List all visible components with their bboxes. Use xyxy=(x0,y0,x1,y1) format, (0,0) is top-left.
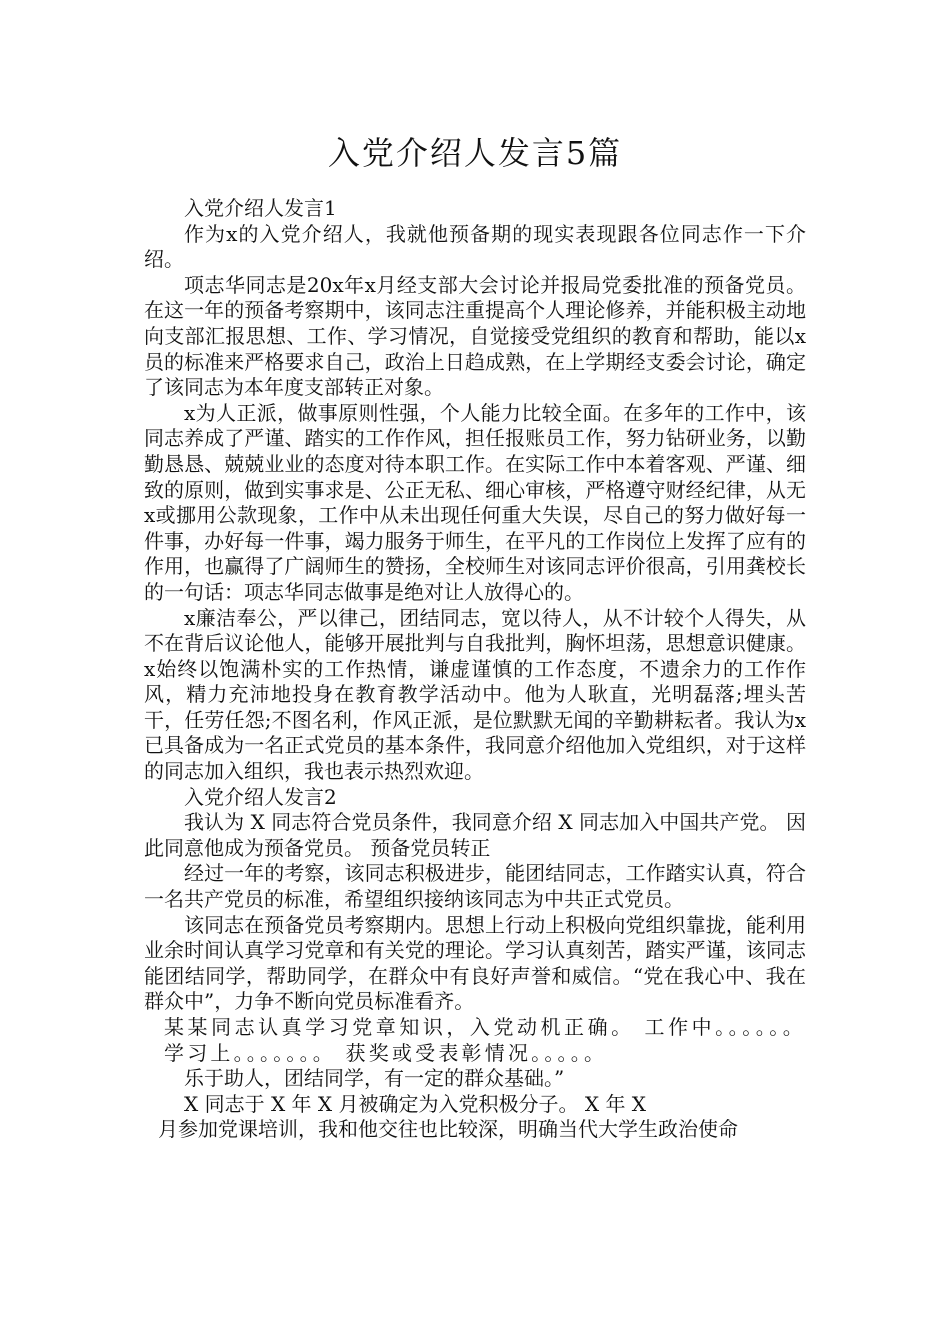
section-heading: 入党介绍人发言1 xyxy=(184,196,337,220)
paragraph: 项志华同志是20x年x月经支部大会讨论并报局党委批准的预备党员。在这一年的预备考察期中，该同志注重提高个人理论修养，并能积极主动地向支部汇报思想、工作、学习情况，自觉接受党组织的教育和帮助，能以x员的标准来严格要求自己，政治上日趋成熟，在上学期经支委会讨论，确定了该同志为本年度支部转正对象。 xyxy=(144,272,806,400)
paragraph: 该同志在预备党员考察期内。思想上行动上积极向党组织靠拢，能利用业余时间认真学习党章和有关党的理论。学习认真刻苦，踏实严谨，该同志能团结同学，帮助同学，在群众中有良好声誉和威信。“党在我心中、我在群众中”，力争不断向党员标准看齐。 xyxy=(144,912,806,1014)
paragraph: 乐于助人，团结同学，有一定的群众基础。” xyxy=(184,1066,565,1091)
section-heading: 入党介绍人发言2 xyxy=(184,784,337,809)
paragraph: 经过一年的考察，该同志积极进步，能团结同志，工作踏实认真，符合一名共产党员的标准，希望组织接纳该同志为中共正式党员。 xyxy=(144,861,806,912)
paragraph: x为人正派，做事原则性强，个人能力比较全面。在多年的工作中，该同志养成了严谨、踏实的工作作风，担任报账员工作，努力钻研业务，以勤勤恳恳、兢兢业业的态度对待本职工作。在实际工作中本着客观、严谨、细致的原则，做到实事求是、公正无私、细心审核，严格遵守财经纪律，从无x或挪用公款现象，工作中从未出现任何重大失误，尽自己的努力做好每一件事，办好每一件事，竭力服务于师生，在平凡的工作岗位上发挥了应有的作用，也赢得了广阔师生的赞扬，全校师生对该同志评价很高，引用龚校长的一句话：项志华同志做事是绝对让人放得心的。 xyxy=(144,400,806,604)
document-body xyxy=(144,196,806,1143)
paragraph: x廉洁奉公，严以律己，团结同志，宽以待人，从不计较个人得失，从不在背后议论他人，能够开展批判与自我批判，胸怀坦荡，思想意识健康。x始终以饱满朴实的工作热情，谦虚谨慎的工作态度，不遗余力的工作作风，精力充沛地投身在教育教学活动中。他为人耿直，光明磊落;埋头苦干，任劳任怨;不图名利，作风正派，是位默默无闻的辛勤耕耘者。我认为x已具备成为一名正式党员的基本条件，我同意介绍他加入党组织，对于这样的同志加入组织，我也表示热烈欢迎。 xyxy=(144,605,806,784)
document-title: 入党介绍人发言5篇 xyxy=(327,134,623,172)
paragraph: 我认为 X 同志符合党员条件，我同意介绍 X 同志加入中国共产党。 因此同意他成为预备党员。 预备党员转正 xyxy=(144,810,806,860)
paragraph: 某某同志认真学习党章知识，入党动机正确。 工作中。。。。。。 学习上。。。。。。。 获奖或受表彰情况。。。。。 xyxy=(164,1015,806,1065)
paragraph: 月参加党课培训，我和他交往也比较深，明确当代大学生政治使命 xyxy=(158,1117,738,1142)
paragraph: X 同志于 X 年 X 月被确定为入党积极分子。 X 年 X xyxy=(184,1091,647,1116)
paragraph: 作为x的入党介绍人，我就他预备期的现实表现跟各位同志作一下介绍。 xyxy=(144,221,806,272)
